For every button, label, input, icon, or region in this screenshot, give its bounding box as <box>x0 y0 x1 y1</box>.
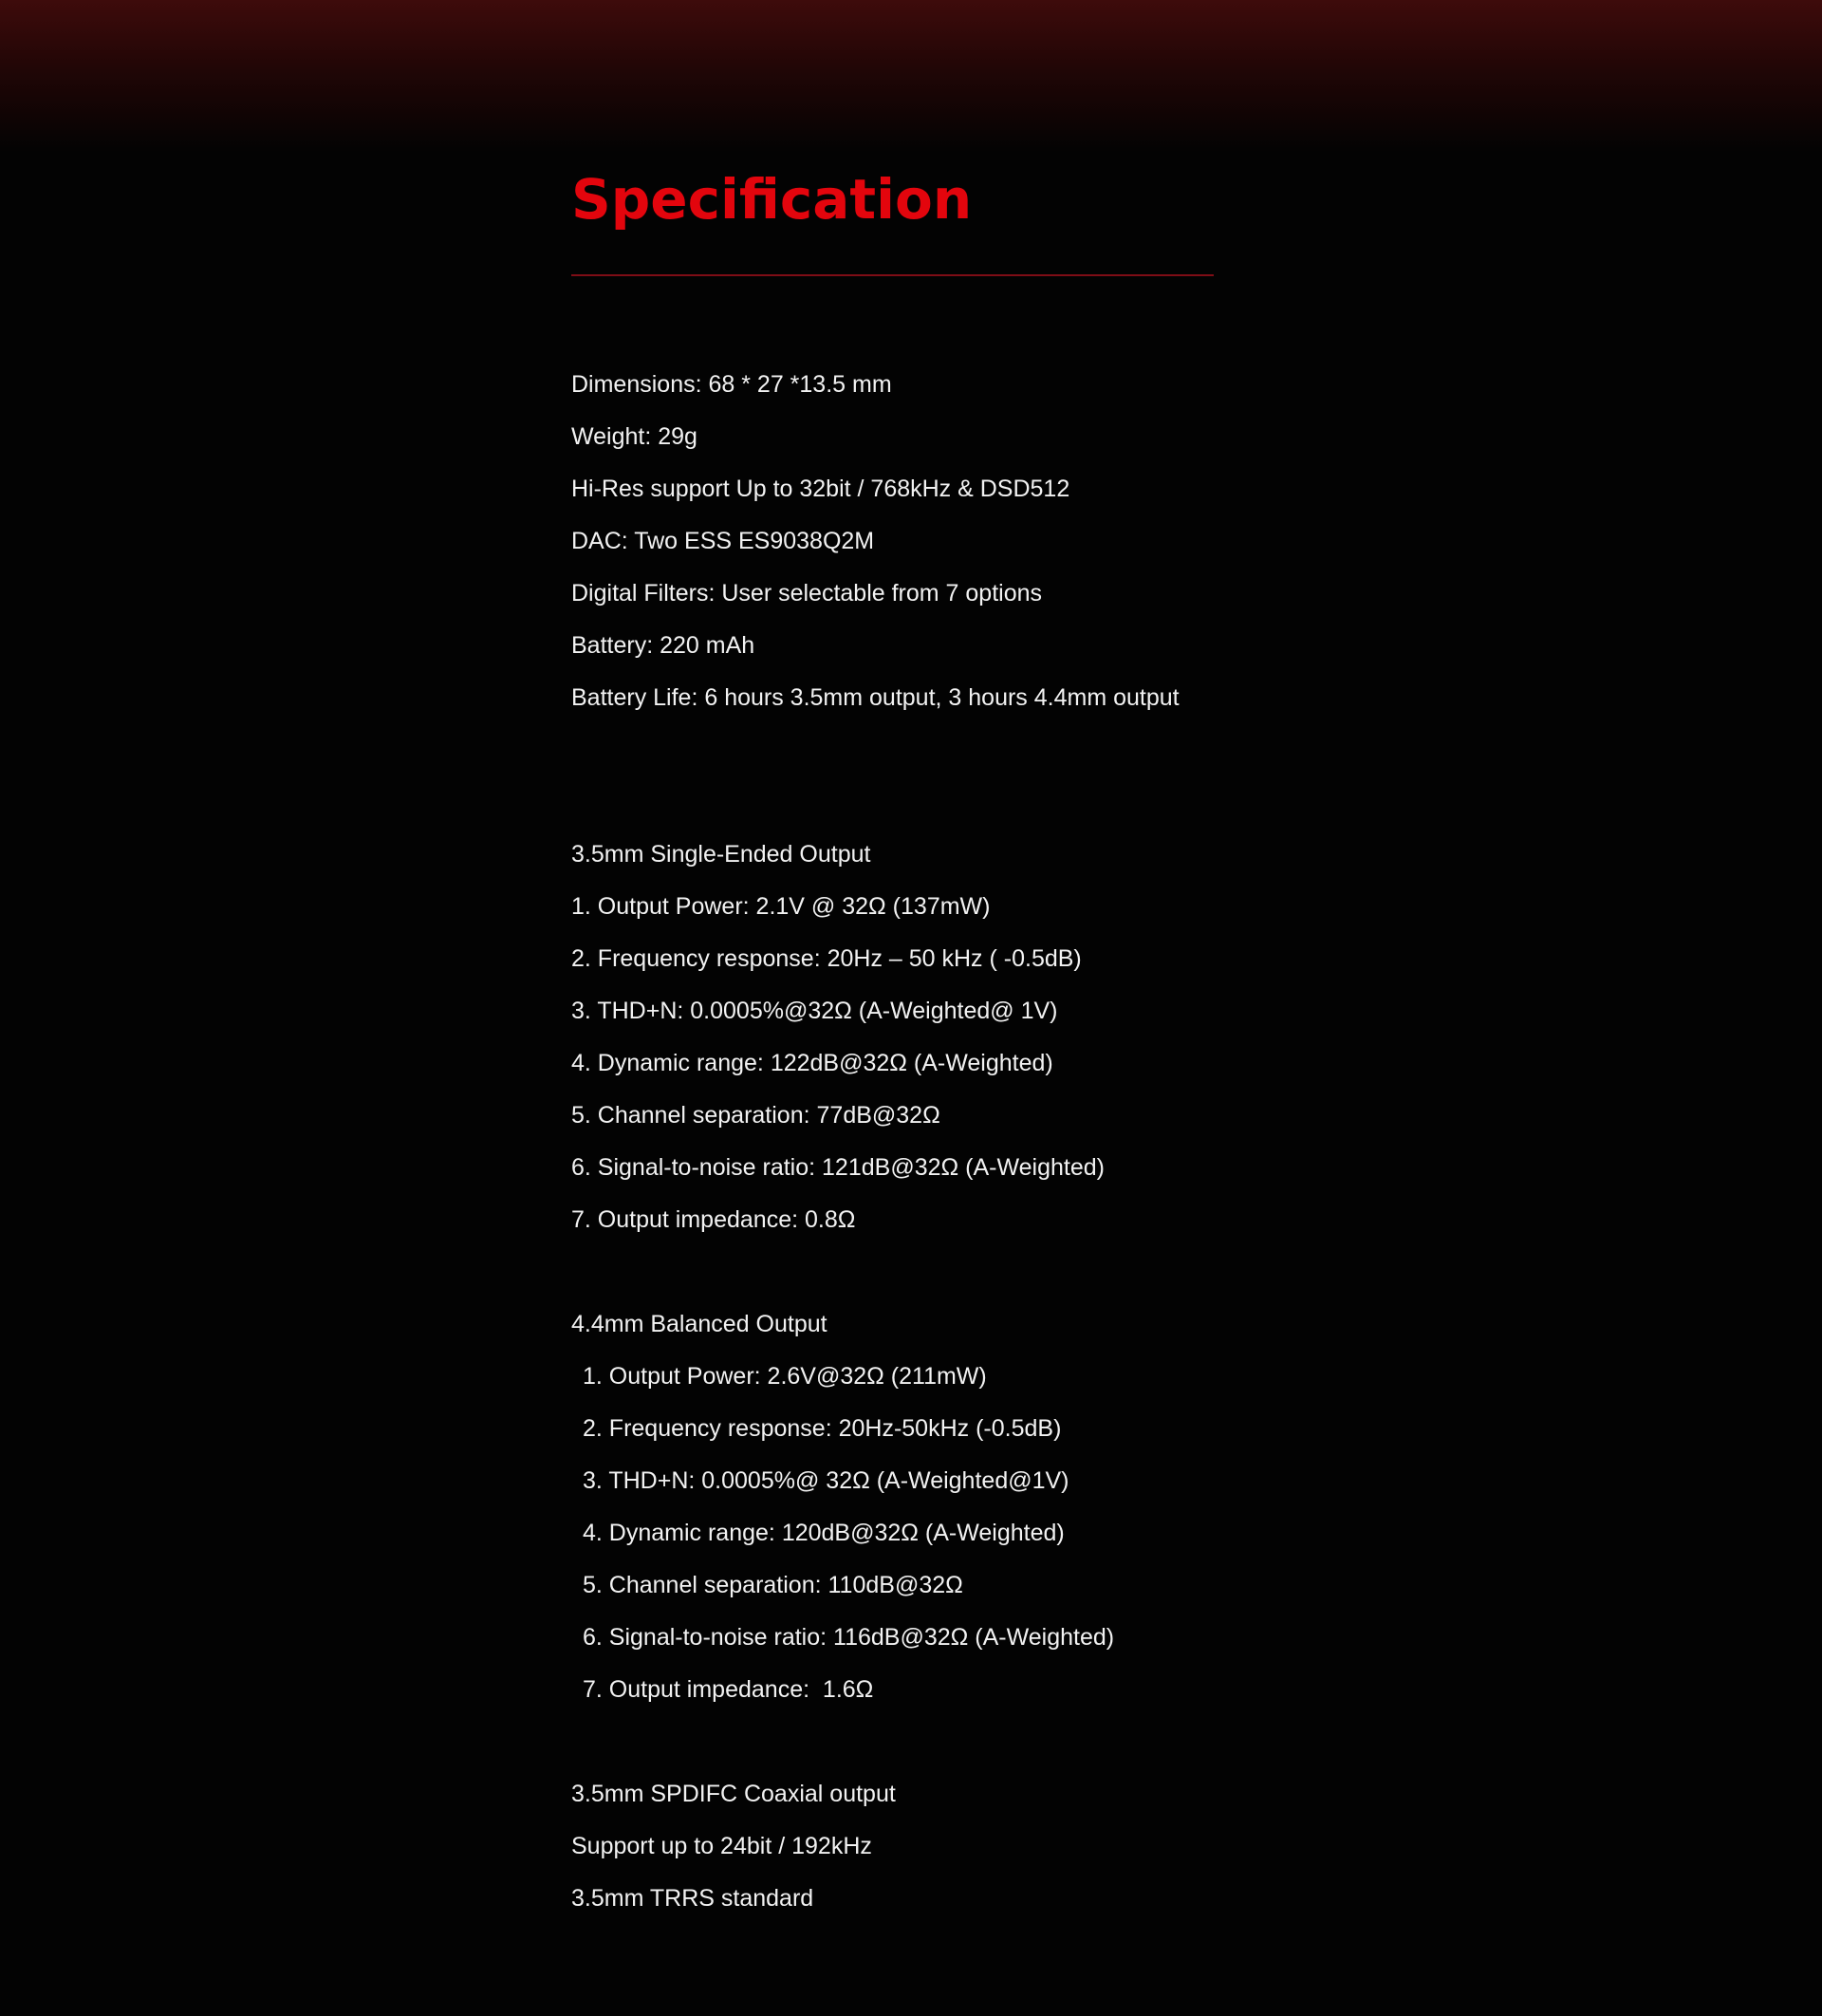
single-ended-snr: 6. Signal-to-noise ratio: 121dB@32Ω (A-Weighted) <box>571 1154 1105 1181</box>
balanced-thd-n: 3. THD+N: 0.0005%@ 32Ω (A-Weighted@1V) <box>583 1467 1069 1494</box>
balanced-frequency-response: 2. Frequency response: 20Hz-50kHz (-0.5dB) <box>583 1415 1062 1442</box>
single-ended-channel-separation: 5. Channel separation: 77dB@32Ω <box>571 1102 940 1129</box>
title-divider <box>571 274 1214 276</box>
single-ended-dynamic-range: 4. Dynamic range: 122dB@32Ω (A-Weighted) <box>571 1050 1053 1076</box>
spec-battery-life: Battery Life: 6 hours 3.5mm output, 3 hours 4.4mm output <box>571 684 1180 711</box>
single-ended-output-impedance: 7. Output impedance: 0.8Ω <box>571 1206 856 1233</box>
coaxial-standard: 3.5mm TRRS standard <box>571 1885 814 1912</box>
balanced-output-impedance: 7. Output impedance: 1.6Ω <box>583 1676 874 1703</box>
single-ended-thd-n: 3. THD+N: 0.0005%@32Ω (A-Weighted@ 1V) <box>571 998 1058 1024</box>
spec-battery: Battery: 220 mAh <box>571 632 755 659</box>
balanced-output-specs <box>571 1298 1274 1716</box>
spec-hi-res-support: Hi-Res support Up to 32bit / 768kHz & DSD512 <box>571 476 1070 502</box>
single-ended-output-power: 1. Output Power: 2.1V @ 32Ω (137mW) <box>571 893 991 920</box>
single-ended-frequency-response: 2. Frequency response: 20Hz – 50 kHz ( -0.5dB) <box>571 945 1082 972</box>
spec-dimensions: Dimensions: 68 * 27 *13.5 mm <box>571 371 892 398</box>
page-title: Specification <box>571 167 973 232</box>
specification-section <box>571 161 1274 1912</box>
spec-digital-filters: Digital Filters: User selectable from 7 options <box>571 580 1043 607</box>
top-gradient-glow <box>0 0 1822 152</box>
balanced-heading: 4.4mm Balanced Output <box>571 1311 827 1337</box>
balanced-output-power: 1. Output Power: 2.6V@32Ω (211mW) <box>583 1363 987 1390</box>
coaxial-output-specs <box>571 1768 1274 1925</box>
coaxial-heading: 3.5mm SPDIFC Coaxial output <box>571 1781 896 1807</box>
balanced-snr: 6. Signal-to-noise ratio: 116dB@32Ω (A-Weighted) <box>583 1624 1115 1651</box>
general-specs <box>571 359 1274 724</box>
spec-dac: DAC: Two ESS ES9038Q2M <box>571 528 875 554</box>
balanced-dynamic-range: 4. Dynamic range: 120dB@32Ω (A-Weighted) <box>583 1520 1065 1546</box>
balanced-channel-separation: 5. Channel separation: 110dB@32Ω <box>583 1572 963 1598</box>
coaxial-support: Support up to 24bit / 192kHz <box>571 1833 872 1859</box>
single-ended-heading: 3.5mm Single-Ended Output <box>571 841 871 868</box>
single-ended-output-specs <box>571 829 1274 1246</box>
spec-weight: Weight: 29g <box>571 423 697 450</box>
